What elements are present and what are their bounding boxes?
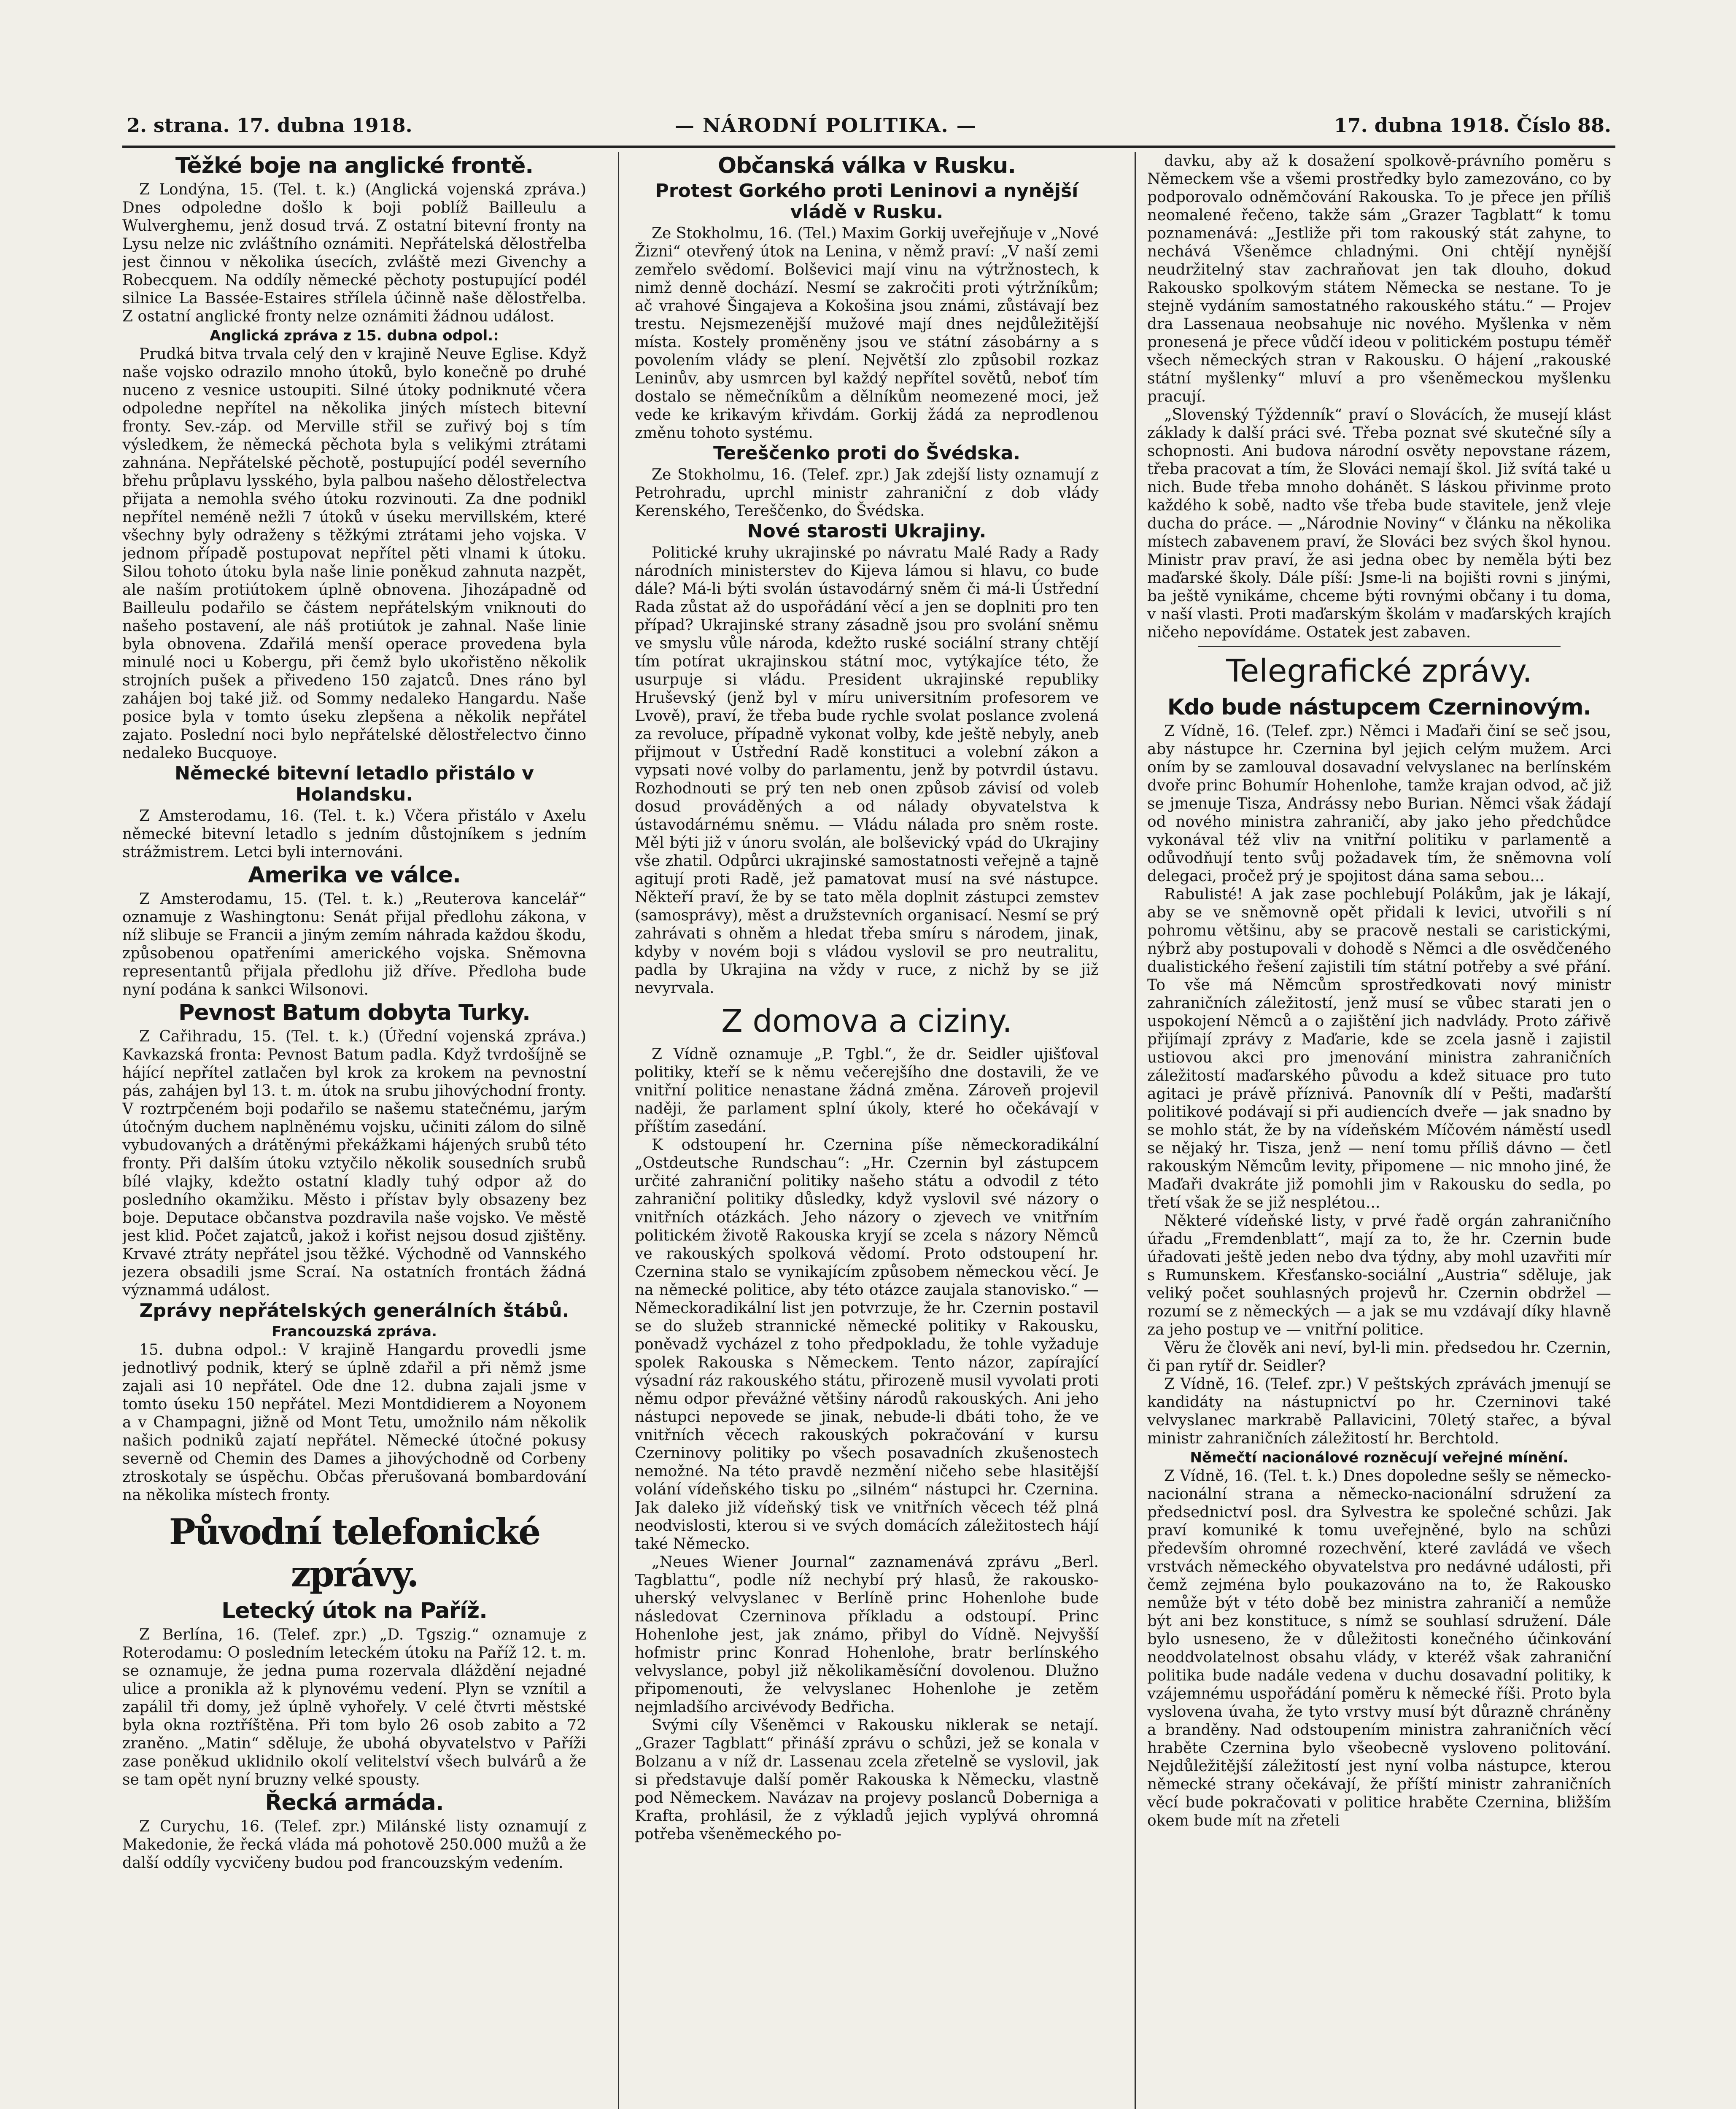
header-date-left: 2. strana. 17. dubna 1918. xyxy=(127,114,412,137)
masthead-title: — NÁRODNÍ POLITIKA. — xyxy=(675,114,977,137)
section-divider xyxy=(1198,646,1561,647)
article-text: 15. dubna odpol.: V krajině Hangardu provedli jsme jednotlivý podnik, který se úplně zdařil a při němž jsme zajali asi 10 nepřátel. Ode dne 12. dubna zajali jsme v tomto úseku 150 nepřátel. Mezi Montdidierem a Noyonem a v Champagni, jižně od Mont Tetu, umožnilo nám několik našich podniků zajatí nepřátel. Německé útočné pokusy severně od Chemin des Dames a jihovýchodně od Corbeny ztroskotaly se úspěchu. Občas přerušovaná bombardování na několika místech fronty. xyxy=(122,1341,586,1504)
article-text: Svými cíly Všeněmci v Rakousku niklerak se netají. „Grazer Tagblatt“ přináší zprávu o schůzi, jež se konala v Bolzanu a v níž dr. Lassenau zcela zřetelně se vyslovil, jak si představuje další poměr Rakouska k Německu, vlastně pod Německem. Navázav na projevy poslanců Dobernigа a Krafta, prohlásil, že z výkladů jejich vyplývá ohromná potřeba všeněmeckého po- xyxy=(635,1717,1099,1843)
article-heading: Kdo bude nástupcem Czerninovým. xyxy=(1167,695,1591,720)
article-heading: Těžké boje na anglické frontě. xyxy=(175,153,534,178)
column-2 xyxy=(635,152,1099,2109)
article-text: „Neues Wiener Journal“ zaznamenává zprávu „Berl. Tagblattu“, podle níž nechybí prý hlasů, že rakousko-uherský velvyslanec v Berlíně princ Hohenlohe bude následovat Czerninova příkladu a odstoupí. Princ Hohenlohe jest, jak známo, přibyl do Vídně. Nejvyšší hofmistr princ Konrad Hohenlohe, bratr berlínského velvyslance, pobyl již několikaměsíční dovolenou. Dlužno připomenouti, že velvyslanec Hohenlohe je zetěm nejmladšího arcivévody Bedřicha. xyxy=(635,1553,1099,1716)
article-text: Ze Stokholmu, 16. (Tel.) Maxim Gorkij uveřejňuje v „Nové Žizni“ otevřený útok na Lenina, v němž praví: „V naší zemi zemřelo svědomí. Bolševici mají vinu na výtržnostech, k nimž denně dochází. Nesmí se zakročiti proti výtržníkům; ač vrahové Šingajeva a Kokošina jsou známi, zůstávají bez trestu. Nejsmezenější mužové mají dnes nejdůležitější místa. Kostely proměněny jsou ve státní zásobárny a s povolením vlády se plení. Největší zlo způsobil rozkaz Leninův, aby usmrcen byl každý nepřítel sovětů, neboť tím dostalo se němečníkům a dělníkům neomezené moci, jež vede ke krikavým křivdám. Gorkij žádá za neprodlenou změnu tohoto systému. xyxy=(635,225,1099,442)
article-text: Některé vídeňské listy, v prvé řadě orgán zahraničního úřadu „Fremdenblatt“, mají za to, že hr. Czernin bude úřadovati ještě jeden nebo dva týdny, aby mohl uzavřiti mír s Rumunskem. Křesťansko-sociální „Austria“ sděluje, jak veliký počet souhlasných projevů hr. Czernin obdržel — rozumí se z německých — a jak se mu vzdávají díky hlavně za jeho postup ve — vnitřní politice. xyxy=(1147,1212,1611,1338)
header-rule xyxy=(122,146,1615,148)
article-text: Z Londýna, 15. (Tel. t. k.) (Anglická vojenská zpráva.) Dnes odpoledne došlo k boji poblíž Bailleulu a Wulverghemu, jenž dosud trvá. Z ostatní bitevní fronty na Lysu nelze nic zvláštního oznámiti. Nepřátelská dělostřelba jest činnou v několika úsecích, zvláště mezi Givenchy a Robecquem. Na oddíly německé pěchoty postupující podél silnice La Bassée-Estaires střílela účinně naše dělostřelba. Z ostatní anglické fronty nelze oznámiti žádnou událost. xyxy=(122,181,586,325)
article-heading: Řecká armáda. xyxy=(265,1790,444,1815)
article-heading: Letecký útok na Paříž. xyxy=(221,1598,487,1624)
column-3 xyxy=(1147,152,1611,2109)
column-1 xyxy=(122,152,586,2109)
article-heading: Občanská válka v Rusku. xyxy=(717,153,1016,178)
header-issue-number: 17. dubna 1918. Číslo 88. xyxy=(1334,114,1611,137)
article-text: Z Vídně oznamuje „P. Tgbl.“, že dr. Seidler ujišťoval politiky, kteří se k němu večerejšího dne dostavili, že ve vnitřní politice nenastane žádná změna. Zároveň projevil naději, že parlament splní úkoly, které ho očekávají v příštím zasedání. xyxy=(635,1046,1099,1135)
column-divider-1 xyxy=(618,152,619,2109)
article-text: Z Berlína, 16. (Telef. zpr.) „D. Tgszig.“ oznamuje z Roterodamu: O posledním leteckém útoku na Paříž 12. t. m. se oznamuje, že jedna puma rozervala dláždění nejadné ulice a pronikla až k plynovému vedení. Plyn se vznítil a zapálil tři domy, jež úplně vyhořely. V celé čtvrti městské byla okna roztříštěna. Při tom bylo 26 osob zabito a 72 zraněno. „Matin“ sděluje, že ubohá obyvatelstvo v Paříži zase poněkud uklidnilo okolí velitelství všech bulvárů a že se tam opět nyní bruzny velké spousty. xyxy=(122,1626,586,1788)
page-header xyxy=(127,114,1611,143)
article-text: Z Vídně, 16. (Telef. zpr.) Němci i Maďaři činí se seč jsou, aby nástupce hr. Czernina byl jejich celým mužem. Arci oním by se zamlouval dosavadní velvyslanec na berlínském dvoře princ Bohumír Hohenlohe, tamže krajan odvod, ač již se jmenuje Tisza, Andrássy nebo Burian. Němci však žádají od nového ministra zahraničí, aby jako jeho předchůdce vykonával též vliv na vnitřní politiku v parlamentě a odůvodňují tento svůj požadavek tím, že sněmovna volí delegaci, pročež prý je spojitost dána sama sebou... xyxy=(1147,723,1611,885)
article-heading: Nové starosti Ukrajiny. xyxy=(747,521,987,542)
article-text: Ze Stokholmu, 16. (Telef. zpr.) Jak zdejší listy oznamují z Petrohradu, uprchl ministr zahraniční z dob vlády Kerenského, Tereščenko, do Švédska. xyxy=(635,466,1099,520)
article-text: Rabulisté! A jak zase pochlebují Polákům, jak je lákají, aby se ve sněmovně opět přidali k levici, utvořili s ní pohromu většinu, aby se pracově nestali se caristickými, nýbrž aby postupovali v dohodě s Němci a dle osvědčeného dualistického řešení zajistili tím státní potřeby a své přání. To vše má Němcům sprostředkovati nový ministr zahraničních záležitostí, jenž musí se vůbec starati jen o uspokojení Němců a o zajištění jich nadvlády. Proto zářivě přijímají zprávy z Maďarie, kde se zcela jasně i zajistil ustiovou akci pro jmenování ministra zahraničních záležitostí maďarského původu a kdež situace pro tuto agitaci je právě příznivá. Panovník dlí v Pešti, maďarští politikové podávají si při audiencích dveře — jak snadno by se mohlo stát, že by na vídeňském Míčovém náměstí usedl se nějaký hr. Tisza, jenž — není tomu příliš dávno — četl rakouským Němcům levity, připomene — nic mnoho jiné, že Maďaři dvakráte již pomohli jim v Rakousku do sedla, po třetí však že se již nesplétou... xyxy=(1147,886,1611,1211)
article-heading: Pevnost Batum dobyta Turky. xyxy=(178,1000,530,1025)
article-heading: Tereščenko proti do Švédska. xyxy=(713,442,1021,464)
article-subheading: Protest Gorkého proti Leninovi a nynější vládě v Rusku. xyxy=(655,180,1078,223)
article-heading: Německé bitevní letadlo přistálo v Holandsku. xyxy=(175,763,534,805)
article-heading: Němečtí nacionálové rozněcují veřejné mínění. xyxy=(1190,1449,1569,1466)
article-text: Z Cařihradu, 15. (Tel. t. k.) (Úřední vojenská zpráva.) Kavkazská fronta: Pevnost Batum padla. Když tvrdošíjně se hájící nepřítel zatlačen byl krok za krokem na pevnostní pás, zahájen byl 13. t. m. útok na srubu jihovýchodní fronty. V roztrpčeném boji podařilo se našemu statečnému, jarým útočným duchem naplněnému vojsku, učiniti zálom do silně vybudovaných a drátěnými překážkami hájených srubů této fronty. Při dalším útoku vztyčilo několik sousedních srubů bílé vlajky, kdežto ostatní kladly tuhý odpor až do posledního okamžiku. Město i přístav byly obsazeny bez boje. Deputace občanstva pozdravila naše vojsko. Ve městě jest klid. Počet zajatců, jakož i kořist nejsou dosud zjištěny. Krvavé ztráty nepřátel jsou těžké. Východně od Vannského jezera obsadili jsme Scraí. Na ostatních frontách žádná význammá událost. xyxy=(122,1028,586,1299)
article-text: davku, aby až k dosažení spolkově-právního poměru s Německem vše a všemi prostředky bylo zamezováno, co by podporovalo odněmčování Rakouska. To je přece jen příliš neomalené řečeno, takže sám „Grazer Tagblatt“ k tomu poznamenává: „Jestliže při tom rakouský stát zahyne, to nechává Všeněmce chladnými. Oni chtějí nynější neudržitelný stav zachraňovat jen tak dlouho, dokud Rakousko spolkovým státem Německa se nestane. To je stejně vydáním samostatného rakouského státu.“ — Projev dra Lassenaua neobsahuje nic nového. Myšlenka v něm pronesená je přece vůdčí ideou v politickém postupu téměř všech německých stran v Rakousku. O hájení „rakouské státní myšlenky“ mluví a pro všeněmeckou myšlenku pracují. xyxy=(1147,152,1611,405)
section-heading: Z domova a ciziny. xyxy=(721,1003,1012,1039)
article-text: Z Amsterodamu, 15. (Tel. t. k.) „Reuterova kancelář“ oznamuje z Washingtonu: Senát přijal předlohu zákona, v níž slibuje se Francii a jiným zemím náhrada každou škodu, způsobenou opatřeními amerického vojska. Sněmovna representantů přijala předlohu již dříve. Předloha bude nyní podána k sankci Wilsonovi. xyxy=(122,890,586,998)
article-text: K odstoupení hr. Czernina píše německoradikální „Ostdeutsche Rundschau“: „Hr. Czernin byl zástupcem určité zahraniční politiky našeho státu a odvodil z této zahraniční politiky důsledky, když vyslovil své názory o vnitřních otázkách. Jeho názory o zjevech ve vnitřním politickém životě Rakouska kryjí se zcela s názory Němců ve rakouských spolková vědomí. Proto odstoupení hr. Czernina stalo se vynikajícím způsobem německou věcí. Je na německé politice, aby této otázce zaujala stanovisko.“ — Německoradikální list jen potvrzuje, že hr. Czernin postavil se do služeb strannické německé politiky v Rakousku, poněvadž vycházel z toho předpokladu, že tohle vyžaduje spolek Rakouska s Německem. Tento názor, zapírající výsadní ráz rakouského státu, přirozeně musil vyvolati proti němu odpor převážné většiny národů rakouských. Ani jeho nástupci nepovede se jinak, nebude-li dbáti toho, že ve vnitřních věcech rakouských pokračování v kursu Czerninovy politiky po všech posavadních zkušenostech nemožné. Na této pravdě nezmění ničeho sebe hlasitější volání vídeňského tisku po „silném“ nástupci hr. Czernina. Jak daleko již vídeňský tisk ve vnitřních věcech též plná neodvislosti, kterou si ve svých domácích záležitostech hájí také Německo. xyxy=(635,1136,1099,1553)
article-subheading: Francouzská zpráva. xyxy=(272,1323,437,1340)
article-subheading: Anglická zpráva z 15. dubna odpol.: xyxy=(210,327,499,344)
article-text: Věru že člověk ani neví, byl-li min. předsedou hr. Czernin, či pan rytíř dr. Seidler? xyxy=(1147,1339,1611,1375)
article-heading: Amerika ve válce. xyxy=(248,863,461,888)
article-text: Z Curychu, 16. (Telef. zpr.) Milánské listy oznamují z Makedonie, že řecká vláda má pohotově 250.000 mužů a že další oddíly vycvičeny budou pod francouzským vedením. xyxy=(122,1818,586,1872)
article-text: Prudká bitva trvala celý den v krajině Neuve Eglise. Když naše vojsko odrazilo mnoho útoků, bylo konečně po druhé nuceno z vesnice ustoupiti. Silné útoky podniknuté včera odpoledne nepřítel na několika jiných místech bitevní fronty. Sev.-záp. od Merville střil se zuřivý boj s tím výsledkem, že německá pěchota byla s velikými ztrátami zahnána. Nepřátelské pěchotě, postupující podél severního břehu průplavu lysského, byla palbou našeho dělostřelectva přijata a nemohla svého útoku rozvinouti. Za dne podnikl nepřítel neméně nežli 7 útoků v úseku mervillském, které všechny byly odraženy s těžkými ztrátami jeho vojska. V jednom případě postupovat nepřítel pěti vlnami k útoku. Silou tohoto útoku byla naše linie poněkud zahnuta nazpět, ale naším protiútokem úplně obnovena. Jihozápadně od Bailleulu podařilo se částem nepřátelským vniknouti do našeho postavení, ale náš protiútok je zahnal. Naše linie byla obnovena. Zdařilá menší operace provedena byla minulé noci u Kobergu, při čemž bylo ukořistěno několik strojních pušek a přivedeno 150 zajatců. Dnes ráno byl zahájen boj také již. od Sommy nedaleko Hangardu. Naše posice byla v tomto úseku zlepšena a několik nepřátel zajato. Poslední noci bylo nepřátelské dělostřelectvo činno nedaleko Bucquoye. xyxy=(122,345,586,762)
article-heading: Zprávy nepřátelských generálních štábů. xyxy=(139,1300,569,1321)
article-text: „Slovenský Týždenník“ praví o Slovácích, že musejí klást základy k další práci své. Třeba poznat své skutečné síly a schopnosti. Ani budova národní osvěty nepovstane rázem, třeba pracovat a tím, že Slováci nemají škol. Již svítá také u nich. Bude třeba mnoho dohánět. S láskou přivinme proto každého k sobě, nadto vše třeba bude stavitele, jenž vleje ducha do práce. — „Národnie Noviny“ v článku na několika místech zabavenem praví, že Slováci bez svých škol hynou. Ministr prav praví, že asi jedna obec by neměla býti bez maďarské školy. Dále píší: Jsme-li na bojišti rovni s jinými, ba ještě vynikáme, chceme býti rovnými občany i tu doma, v naší vlasti. Proti maďarským školám v maďarských krajích ničeho nepovídáme. Ostatek jest zabaven. xyxy=(1147,406,1611,641)
article-text: Z Vídně, 16. (Telef. zpr.) V peštských zprávách jmenují se kandidáty na nástupnictví po hr. Czerninovi také velvyslanec markrabě Pallavicini, 70letý stařec, a býval ministr zahraničních záležitostí hr. Berchtold. xyxy=(1147,1375,1611,1447)
section-heading: Telegrafické zprávy. xyxy=(1226,653,1532,689)
article-text: Z Vídně, 16. (Tel. t. k.) Dnes dopoledne sešly se německo-nacionální strana a německo-nacionální sdružení za předsednictví posl. dra Sylvestra ke společné schůzi. Jak praví komuniké k tomu uveřejněné, bylo na schůzi především ohromné rozechvění, které zavládá ve všech vrstvách německého obyvatelstva pro nedávné události, při čemž zejména bylo poukazováno na to, že Rakousko nemůže být v této době bez ministra zahraničí a nemůže být ani bez konstituce, s nímž se souhlasí sdružení. Dále bylo usneseno, že v důležitosti konečného účinkování neoddvolatelnost obsahu vlády, v kteréž však zahraniční politika bude nadále vedena v duchu dosavadní politiky, k vzájemnému uspořádání poměru k německé říši. Proto byla vyslovena úvaha, že tyto vrstvy musí být důrazně chráněny a branděny. Nad odstoupením ministra zahraničních věcí hraběte Czernina bylo všeobecně vysloveno politování. Nejdůležitější záležitostí jest nyní volba nástupce, kterou německé strany očekávají, že příští ministr zahraničních věcí bude pokračovati v politice hraběte Czernina, bližším okem bude mít na zřeteli xyxy=(1147,1467,1611,1829)
column-divider-2 xyxy=(1135,152,1136,2109)
section-heading: Původní telefonické zprávy. xyxy=(169,1511,540,1595)
article-text: Z Amsterodamu, 16. (Tel. t. k.) Včera přistálo v Axelu německé bitevní letadlo s jedním důstojníkem s jedním strážmistrem. Letci byli internováni. xyxy=(122,807,586,861)
article-text: Politické kruhy ukrajinské po návratu Malé Rady a Rady národních ministerstev do Kijeva lámou si hlavu, co bude dále? Má-li býti svolán ústavodárný sněm či má-li Ústřední Rada zůstat až do uspořádání věcí a jen se doplniti pro ten případ? Ukrajinské strany zásadně jsou pro svolání sněmu ve smyslu vůle národa, kdežto ruské sociální strany chtějí tím potírat ukrajinskou státní moc, vytýkajíce této, že usurpuje si vládu. President ukrajinské republiky Hruševský (jenž byl v míru universitním profesorem ve Lvově), praví, že třeba bude rychle svolat poslance zvolená za revoluce, případně vykonat volby, kde ještě nebyly, aneb přijmout v Ústřední Radě konstituci a volební zákon a vypsati nové volby do parlamentu, jenž by potvrdil ústavu. Rozhodnouti se prý ten neb onen způsob závisí od voleb dosud prováděných a od nálady obyvatelstva k ústavodárnému sněmu. — Vládu nálada pro sněm roste. Měl býti již v únoru svolán, ale bolševický vpád do Ukrajiny vše zhatil. Odpůrci ukrajinské samostatnosti veřejně a tajně agitují proti Radě, jež pamatovat musí na své nástupce. Někteří praví, že by se tato měla doplnit zástupci zemstev (samosprávy), měst a družstevních organisací. Nesmí se prý zahrávati s ohněm a hledat třeba smíru s národem, jinak, kdyby v novém boji s vládou vyslovil se pro neutralitu, padla by Ukrajina na vždy v ruce, z nichž by se již nevyrvala. xyxy=(635,544,1099,997)
